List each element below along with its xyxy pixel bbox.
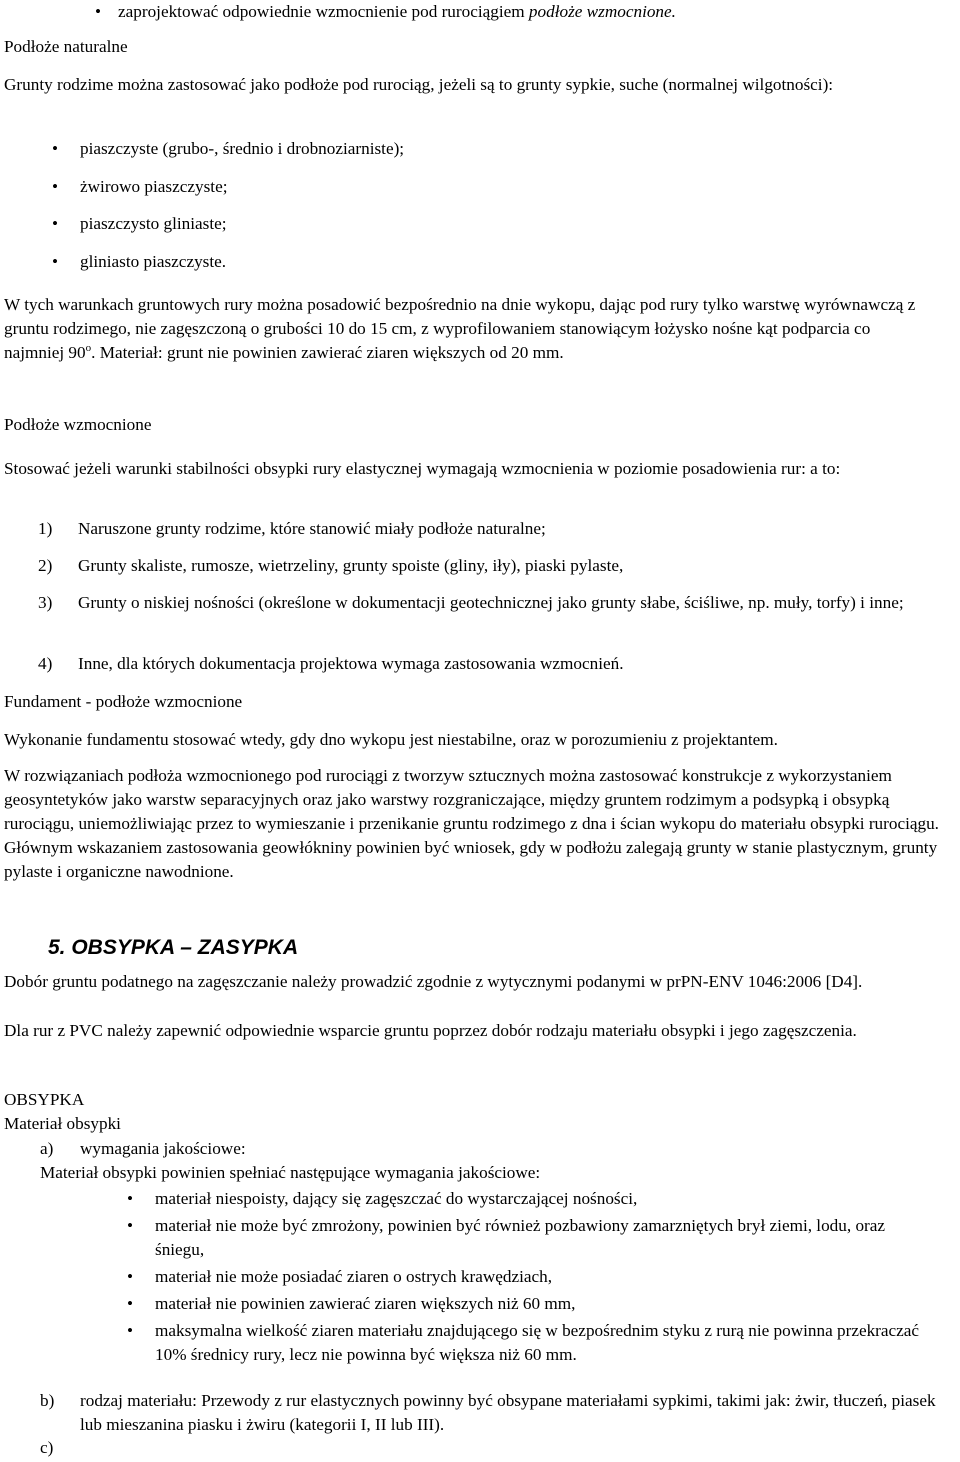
list-item: • gliniasto piaszczyste.	[30, 250, 930, 288]
bullet-icon: •	[126, 1294, 134, 1313]
bullet-icon: •	[51, 214, 59, 233]
list-item: 3) Grunty o niskiej nośności (określone w dokumentacji geotechnicznej jako grunty słabe, ściśliwe, np. muły, torfy) i inne;	[38, 593, 904, 612]
paragraph-geosyntetyki: W rozwiązaniach podłoża wzmocnionego pod rurociągi z tworzyw sztucznych można zastosować konstrukcje z wykorzystaniem geosyntetyków jako warstw separacyjnych oraz jako warstwy rozgraniczające, między gruntem rodzimym a podsypką i obsypką rurociągu, uniemożliwiając przez to wymieszanie i przenikanie gruntu rodzimego z dna i ścian wykopu do materiału obsypki rurociągu. Głównym wskazaniem zastosowania geowłókniny powinien być wniosek, gdy w podłożu zalegają grunty w stanie plastycznym, grunty pylaste i organiczne nawodnione.	[4, 766, 939, 881]
bullet-icon: •	[51, 251, 59, 271]
paragraph-dobor-gruntu: Dobór gruntu podatnego na zagęszczanie należy prowadzić zgodnie z wytycznymi podanymi w prPN-ENV 1046:2006 [D4].	[4, 972, 863, 991]
paragraph-wymagania-intro: Materiał obsypki powinien spełniać następujące wymagania jakościowe:	[40, 1163, 541, 1182]
item-c: c)	[40, 1438, 54, 1457]
heading-obsypka: OBSYPKA	[4, 1090, 85, 1109]
section-title-obsypka-zasypka: 5. OBSYPKA – ZASYPKA	[48, 936, 299, 959]
paragraph-warunki-gruntowe: W tych warunkach gruntowych rury można posadowić bezpośrednio na dnie wykopu, dając pod rury tylko warstwę wyrównawczą z gruntu rodzimego, nie zagęszczoną o grubości 10 do 15 cm, z wyprofilowaniem stanowiącym łożysko nośne kąt podparcia co najmniej 90$^o$. Materiał: grunt nie powinien zawierać ziaren większych od 20 mm.	[4, 295, 916, 362]
list-item: 1) Naruszone grunty rodzime, które stanowić miały podłoże naturalne;	[38, 519, 546, 538]
top-bullet-italic: podłoże wzmocnione.	[528, 2, 676, 21]
paragraph-stosowac: Stosować jeżeli warunki stabilności obsypki rury elastycznej wymagają wzmocnienia w poziomie posadowienia rur: a to:	[4, 459, 841, 478]
list-item: • materiał nie może być zmrożony, powinien być również pozbawiony zamarzniętych brył ziemi, lodu, oraz śniegu,	[105, 1214, 925, 1265]
paragraph-wykonanie-fundamentu: Wykonanie fundamentu stosować wtedy, gdy dno wykopu jest niestabilne, oraz w porozumieniu z projektantem.	[4, 730, 778, 749]
top-bullet-text: zaprojektować odpowiednie wzmocnienie pod rurociągiem	[118, 2, 529, 21]
list-item: • żwirowo piaszczyste;	[30, 175, 930, 213]
heading-fundament: Fundament - podłoże wzmocnione	[4, 692, 243, 711]
bullet-icon: •	[51, 139, 59, 158]
list-item: • materiał nie powinien zawierać ziaren większych niż 60 mm,	[105, 1292, 925, 1319]
list-item: • maksymalna wielkość ziaren materiału znajdującego się w bezpośrednim styku z rurą nie powinna przekraczać 10% średnicy rury, lecz nie powinna być większa niż 60 mm.	[105, 1319, 925, 1369]
degree-superscript: o	[85, 342, 92, 354]
bullet-icon: •	[94, 2, 102, 21]
item-b: b) rodzaj materiału: Przewody z rur elastycznych powinny być obsypane materiałami sypkimi, takimi jak: żwir, tłuczeń, piasek lub mieszanina piasku i żwiru (kategorii I, II lub III).	[40, 1391, 936, 1434]
top-bullet-item	[78, 0, 948, 24]
list-wymagania	[105, 1187, 925, 1369]
bullet-icon: •	[126, 1267, 134, 1286]
bullet-icon: •	[126, 1321, 134, 1340]
numbered-list-wzmocnienie	[38, 517, 956, 686]
list-item: 4) Inne, dla których dokumentacja projektowa wymaga zastosowania wzmocnień.	[38, 654, 624, 673]
list-item: • materiał nie może posiadać ziaren o ostrych krawędziach,	[105, 1265, 925, 1292]
list-item: • piaszczyste (grubo-, średnio i drobnoziarniste);	[30, 137, 930, 175]
paragraph-grunty-rodzime: Grunty rodzime można zastosować jako podłoże pod rurociąg, jeżeli są to grunty sypkie, suche (normalnej wilgotności):	[4, 75, 834, 94]
list-item: • piaszczysto gliniaste;	[30, 212, 930, 250]
subheading-material-obsypki: Materiał obsypki	[4, 1114, 121, 1133]
list-item: 2) Grunty skaliste, rumosze, wietrzeliny, grunty spoiste (gliny, iły), piaski pylaste,	[38, 556, 624, 575]
list-grunty	[30, 137, 930, 287]
list-item: • materiał niespoisty, dający się zagęszczać do wystarczającej nośności,	[105, 1187, 925, 1214]
bullet-icon: •	[126, 1189, 134, 1208]
paragraph-rury-pvc: Dla rur z PVC należy zapewnić odpowiednie wsparcie gruntu poprzez dobór rodzaju materiału obsypki i jego zagęszczenia.	[4, 1021, 857, 1040]
bullet-icon: •	[51, 176, 59, 196]
heading-podloze-wzmocnione: Podłoże wzmocnione	[4, 415, 152, 434]
bullet-icon: •	[126, 1216, 134, 1235]
heading-podloze-naturalne: Podłoże naturalne	[4, 37, 128, 56]
item-a: a) wymagania jakościowe:	[40, 1139, 246, 1158]
